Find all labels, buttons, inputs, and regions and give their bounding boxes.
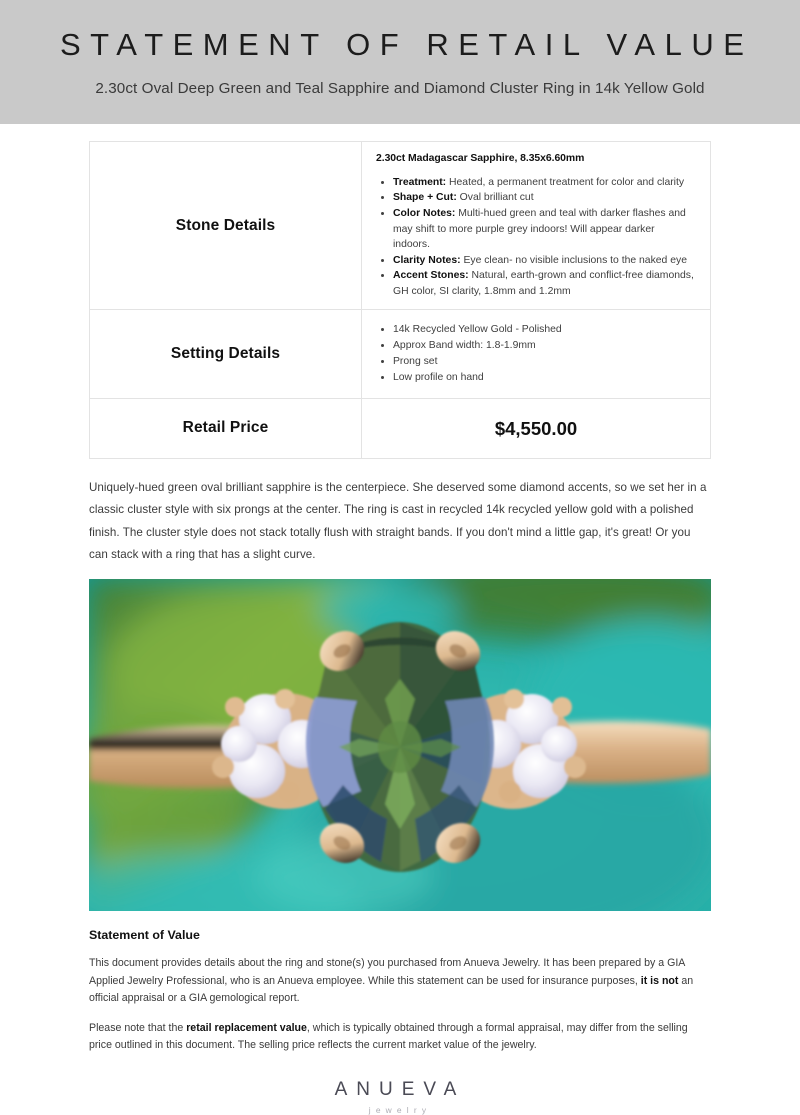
- bullet-term: Clarity Notes:: [393, 254, 461, 266]
- table-row-stone-details: [90, 142, 711, 310]
- list-item: [393, 190, 694, 205]
- bullet-term: Color Notes:: [393, 208, 456, 220]
- list-item: [393, 253, 694, 268]
- paragraph-text: , which is typically obtained through a formal appraisal, may differ from the selling price outlined in this document. The selling price reflects the current market value of the jewelry.: [89, 1021, 688, 1051]
- product-photo: [89, 579, 711, 911]
- stone-bullet-list: [376, 175, 694, 299]
- list-item: [393, 206, 694, 252]
- list-item: • Approx Band width: 1.8-1.9mm: [393, 338, 694, 353]
- paragraph-text: This document provides details about the ring and stone(s) you purchased from Anueva Jewelry. It has been prepared by a GIA Applied Jewelry Professional, who is an Anueva employee. While this statement can be used for insurance purposes,: [89, 957, 685, 987]
- paragraph-emphasis: it is not: [640, 974, 679, 987]
- setting-bullet-list: [376, 322, 694, 385]
- stone-heading: 2.30ct Madagascar Sapphire, 8.35x6.60mm: [376, 153, 585, 165]
- list-item: • 14k Recycled Yellow Gold - Polished: [393, 322, 694, 337]
- page-title: STATEMENT OF RETAIL VALUE: [60, 27, 754, 62]
- list-item: • Prong set: [393, 354, 694, 369]
- page-subtitle: 2.30ct Oval Deep Green and Teal Sapphire and Diamond Cluster Ring in 14k Yellow Gold: [95, 79, 705, 97]
- bullet-term: Accent Stones:: [393, 270, 469, 282]
- bullet-text: Oval brilliant cut: [456, 192, 534, 204]
- row-value-setting-details: [362, 310, 711, 398]
- brand-name: ANUEVA: [334, 1079, 466, 1101]
- list-item: [393, 268, 694, 299]
- ring-photograph: [89, 579, 711, 911]
- row-label-retail-price: Retail Price: [90, 398, 362, 458]
- document-header: [0, 0, 800, 124]
- product-description: Uniquely-hued green oval brilliant sapphire is the centerpiece. She deserved some diamond accents, so we set her in a classic cluster style with six prongs at the center. The ring is cast in recycled 14k recycled yellow gold with a polished finish. The cluster style does not stack totally flush with straight bands. If you don't mind a little gap, it's great! Or you can stack with a ring that has a slight curve.: [89, 480, 707, 561]
- bullet-term: Treatment:: [393, 176, 447, 188]
- statement-of-value-title: Statement of Value: [89, 928, 200, 943]
- paragraph-text: Please note that the: [89, 1021, 187, 1034]
- list-item: • Low profile on hand: [393, 370, 694, 385]
- bullet-term: Shape + Cut:: [393, 192, 457, 204]
- paragraph-emphasis: retail replacement value: [186, 1021, 307, 1034]
- table-row-setting-details: [90, 310, 711, 398]
- row-label-stone-details: Stone Details: [90, 142, 362, 310]
- statement-paragraph-2: [89, 1020, 711, 1054]
- row-label-setting-details: Setting Details: [90, 310, 362, 398]
- retail-price-value: $4,550.00: [362, 398, 711, 458]
- bullet-text: Heated, a permanent treatment for color and clarity: [446, 176, 685, 188]
- paragraph-text: an official appraisal or a GIA gemological report.: [89, 974, 694, 1004]
- specification-table: [89, 141, 711, 459]
- statement-paragraph-1: [89, 955, 711, 1006]
- footer-logo: [89, 1080, 711, 1114]
- bullet-text: Eye clean- no visible inclusions to the naked eye: [460, 254, 687, 266]
- brand-tagline: jewelry: [368, 1105, 432, 1115]
- bullet-text: Natural, earth-grown and conflict-free diamonds, GH color, SI clarity, 1.8mm and 1.2mm: [393, 270, 694, 297]
- bullet-text: Multi-hued green and teal with darker flashes and may shift to more purple grey indoors! Will appear darker indoors.: [393, 208, 686, 250]
- list-item: [393, 175, 694, 190]
- row-value-stone-details: [362, 142, 711, 310]
- table-row-retail-price: [90, 398, 711, 458]
- page-body: [0, 141, 800, 1114]
